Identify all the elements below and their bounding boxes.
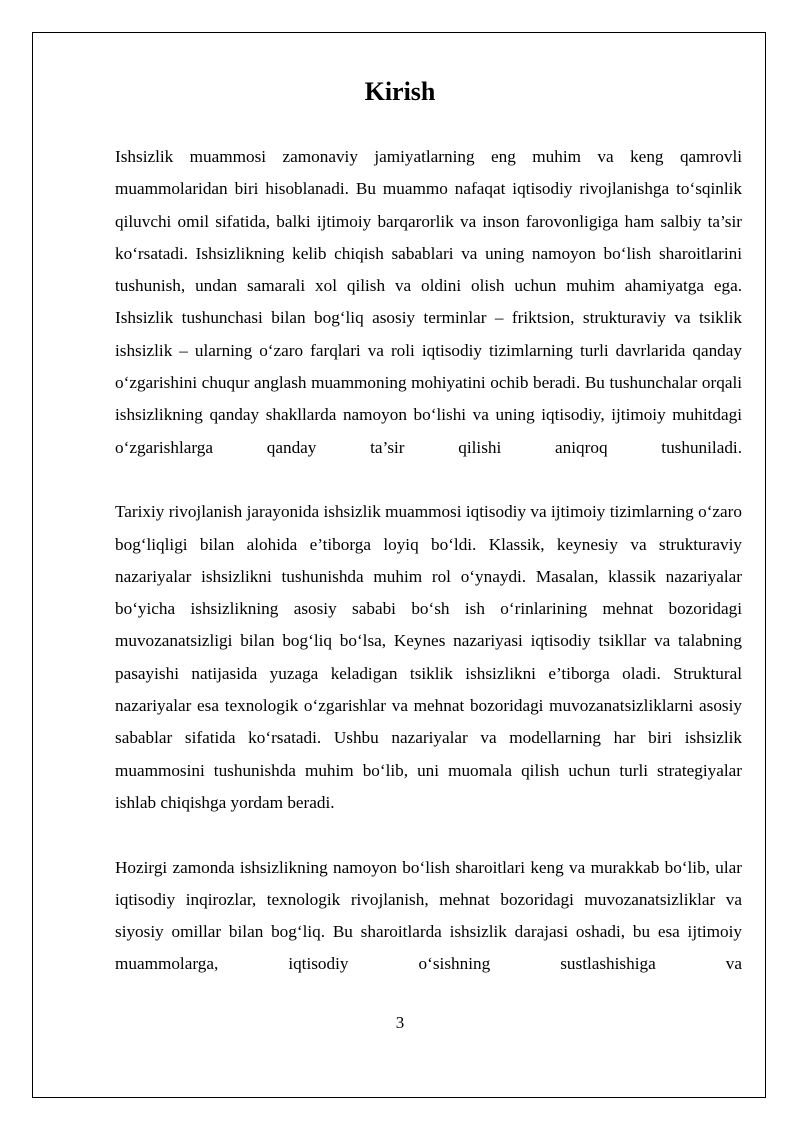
page-number: 3	[395, 1013, 405, 1032]
document-body	[115, 141, 742, 981]
paragraph-intro: Ishsizlik muammosi zamonaviy jamiyatlarning eng muhim va keng qamrovli muammolaridan biri hisoblanadi. Bu muammo nafaqat iqtisodiy rivojlanishga to‘sqinlik qiluvchi omil sifatida, balki ijtimoiy barqarorlik va inson farovonligiga ham salbiy ta’sir ko‘rsatadi. Ishsizlikning kelib chiqish sabablari va uning namoyon bo‘lish sharoitlarini tushunish, undan samarali xol qilish va oldini olish uchun muhim ahamiyatga ega. Ishsizlik tushunchasi bilan bog‘liq asosiy terminlar – friktsion, strukturaviy va tsiklik ishsizlik – ularning o‘zaro farqlari va roli iqtisodiy tizimlarning turli davrlarida qanday o‘zgarishini chuqur anglash muammoning mohiyatini ochib beradi. Bu tushunchalar orqali ishsizlikning qanday shakllarda namoyon bo‘lishi va uning iqtisodiy, ijtimoiy muhitdagi o‘zgarishlarga qanday ta’sir qilishi aniqroq tushuniladi.	[115, 147, 742, 457]
paragraph-modern: Hozirgi zamonda ishsizlikning namoyon bo‘lish sharoitlari keng va murakkab bo‘lib, ular iqtisodiy inqirozlar, texnologik rivojlanish, mehnat bozoridagi muvozanatsizliklar va siyosiy omillar bilan bog‘liq. Bu sharoitlarda ishsizlik darajasi oshadi, bu esa ijtimoiy muammolarga, iqtisodiy o‘sishning sustlashishiga va	[115, 857, 742, 974]
paragraph-history: Tarixiy rivojlanish jarayonida ishsizlik muammosi iqtisodiy va ijtimoiy tizimlarning o‘zaro bog‘liqligi bilan alohida e’tiborga loyiq bo‘ldi. Klassik, keynesiy va strukturaviy nazariyalar ishsizlikni tushunishda muhim rol o‘ynaydi. Masalan, klassik nazariyalar bo‘yicha ishsizlikning asosiy sababi bo‘sh ish o‘rinlarining mehnat bozoridagi muvozanatsizligi bilan bog‘liq bo‘lsa, Keynes nazariyasi iqtisodiy tsikllar va talabning pasayishi natijasida yuzaga keladigan tsiklik ishsizlikni e’tiborga oladi. Struktural nazariyalar esa texnologik o‘zgarishlar va mehnat bozoridagi muvozanatsizliklarni asosiy sabablar sifatida ko‘rsatadi. Ushbu nazariyalar va modellarning har biri ishsizlik muammosini tushunishda muhim bo‘lib, uni muomala qilish uchun turli strategiyalar ishlab chiqishga yordam beradi.	[115, 502, 742, 812]
page-title: Kirish	[364, 77, 436, 106]
